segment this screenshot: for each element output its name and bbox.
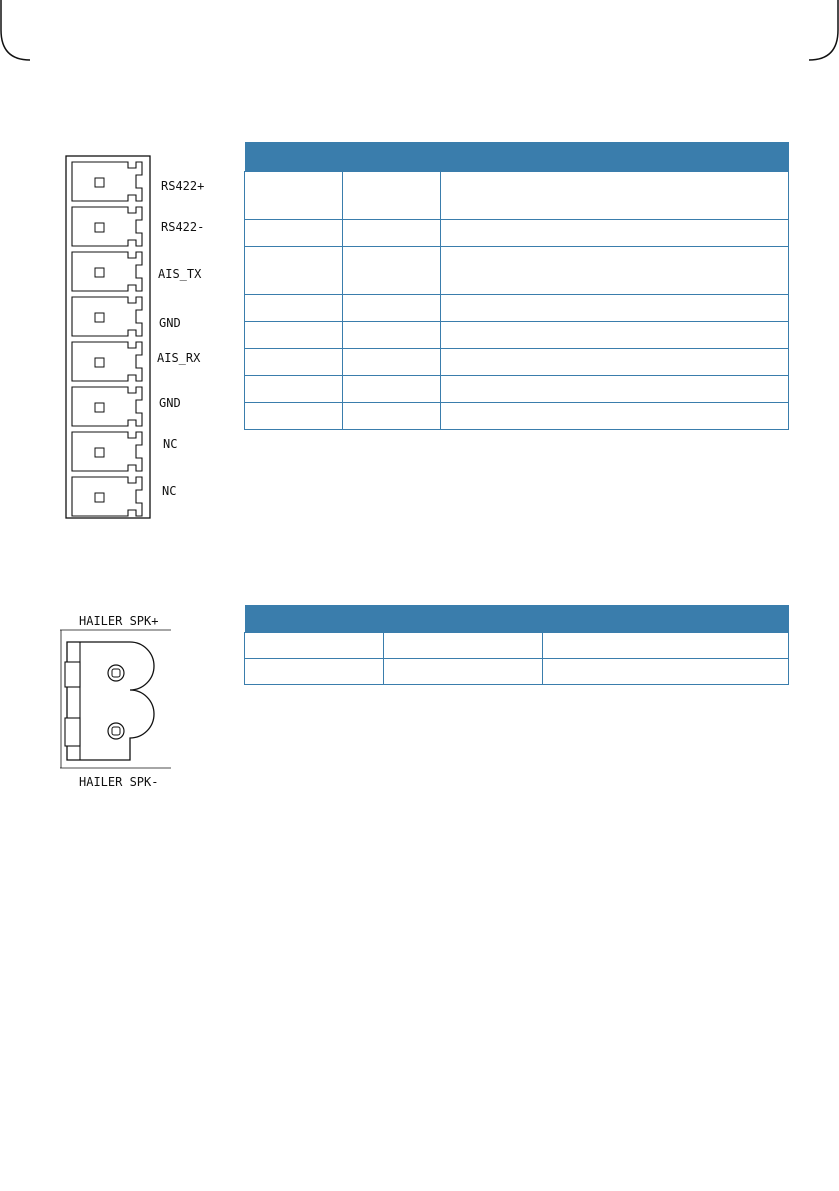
pin-3-terminal: [72, 252, 142, 291]
pin-2-label: RS422-: [161, 220, 205, 234]
corner-crop-mark-right: [809, 0, 839, 62]
connector-2-pinout-diagram: [55, 610, 195, 795]
pin-4-terminal: [72, 297, 142, 336]
table-cell: [245, 220, 343, 247]
table-row: [245, 220, 789, 247]
pin-8-label: NC: [162, 484, 177, 498]
table-cell: [343, 295, 441, 322]
pin-5-label: AIS_RX: [157, 351, 201, 365]
table-cell: [441, 247, 789, 295]
table-cell: [343, 220, 441, 247]
screw-terminal-bottom: [108, 723, 124, 739]
table-row: [245, 172, 789, 220]
table-row: [245, 295, 789, 322]
table-cell: [343, 376, 441, 403]
table-row: [245, 376, 789, 403]
table-header-cell: [245, 605, 789, 633]
table-header-row: [245, 605, 789, 633]
pin-7-terminal: [72, 432, 142, 471]
connector-1-pinout-diagram: [60, 150, 220, 525]
table-cell: [343, 403, 441, 430]
table-row: [245, 633, 789, 659]
pin-8-terminal: [72, 477, 142, 516]
table-row: [245, 322, 789, 349]
table-cell: [343, 172, 441, 220]
screw-terminal-top: [108, 665, 124, 681]
pin-6-terminal: [72, 387, 142, 426]
table-cell: [441, 172, 789, 220]
pin-6-label: GND: [159, 396, 181, 410]
table-cell: [245, 659, 384, 685]
pin-3-label: AIS_TX: [158, 267, 202, 281]
table-cell: [441, 220, 789, 247]
table-header-row: [245, 142, 789, 172]
pin-1-terminal: [72, 162, 142, 201]
hailer-spk-plus-label: HAILER SPK+: [79, 614, 159, 628]
table-cell: [343, 322, 441, 349]
corner-crop-mark-left: [0, 0, 30, 62]
table-cell: [245, 349, 343, 376]
table-row: [245, 659, 789, 685]
table-cell: [384, 633, 543, 659]
table-cell: [245, 322, 343, 349]
pin-5-terminal: [72, 342, 142, 381]
table-row: [245, 349, 789, 376]
connector-2-pin-table: [244, 605, 789, 685]
table-cell: [441, 349, 789, 376]
table-cell: [245, 172, 343, 220]
table-cell: [441, 403, 789, 430]
table-cell: [245, 633, 384, 659]
hailer-spk-minus-label: HAILER SPK-: [79, 775, 159, 789]
pin-4-label: GND: [159, 316, 181, 330]
connector-1-pin-table: [244, 142, 789, 430]
pin-1-label: RS422+: [161, 179, 205, 193]
table-header-cell: [245, 142, 789, 172]
table-cell: [245, 295, 343, 322]
table-row: [245, 403, 789, 430]
table-cell: [543, 633, 789, 659]
table-cell: [245, 376, 343, 403]
table-cell: [543, 659, 789, 685]
table-cell: [441, 322, 789, 349]
table-cell: [245, 403, 343, 430]
pin-7-label: NC: [163, 437, 178, 451]
table-cell: [245, 247, 343, 295]
pin-2-terminal: [72, 207, 142, 246]
table-cell: [441, 295, 789, 322]
table-cell: [343, 349, 441, 376]
table-cell: [384, 659, 543, 685]
table-cell: [343, 247, 441, 295]
table-row: [245, 247, 789, 295]
table-cell: [441, 376, 789, 403]
